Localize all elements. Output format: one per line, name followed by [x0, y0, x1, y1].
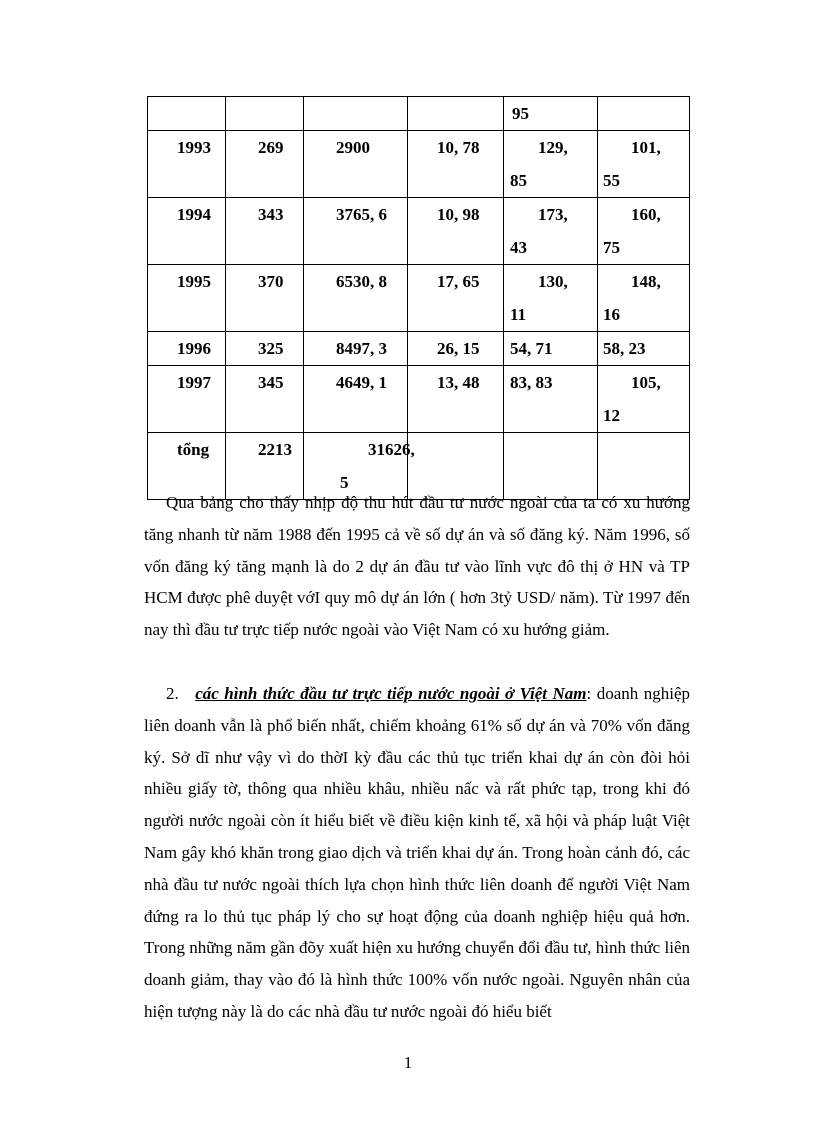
table-cell: 2213	[226, 433, 304, 500]
table-cell	[598, 198, 690, 265]
cell-text: 148,	[631, 272, 661, 291]
table-cell: 345	[226, 366, 304, 433]
table-cell: 370	[226, 265, 304, 332]
cell-text: 129,	[538, 138, 568, 157]
table-cell	[598, 97, 690, 131]
table-cell	[304, 97, 408, 131]
table-cell: 8497, 3	[304, 332, 408, 366]
table-row	[148, 366, 690, 433]
table-cell: 6530, 8	[304, 265, 408, 332]
cell-text: 12	[603, 406, 620, 425]
cell-text: 95	[512, 104, 529, 123]
table-cell	[598, 366, 690, 433]
table-cell	[408, 97, 504, 131]
table-cell: 325	[226, 332, 304, 366]
cell-text: 16	[603, 305, 620, 324]
cell-text: 160,	[631, 205, 661, 224]
table-cell	[598, 131, 690, 198]
cell-text: 105,	[631, 373, 661, 392]
table-row	[148, 131, 690, 198]
table-cell	[504, 131, 598, 198]
table-row	[148, 97, 690, 131]
cell-text: 11	[510, 305, 527, 324]
cell-text: 130,	[538, 272, 568, 291]
table-row	[148, 198, 690, 265]
table-cell: 2900	[304, 131, 408, 198]
table-cell: 3765, 6	[304, 198, 408, 265]
paragraph-text	[144, 678, 690, 1028]
cell-text: 75	[603, 238, 620, 257]
table-cell: 1997	[148, 366, 226, 433]
cell-text: 101,	[631, 138, 661, 157]
table-cell: 343	[226, 198, 304, 265]
table-cell: 269	[226, 131, 304, 198]
table-cell: 13, 48	[408, 366, 504, 433]
table-cell: 4649, 1	[304, 366, 408, 433]
table-cell: 26, 15	[408, 332, 504, 366]
table-cell: 1996	[148, 332, 226, 366]
table-row	[148, 265, 690, 332]
table-cell	[226, 97, 304, 131]
cell-text: 173,	[538, 205, 568, 224]
table-cell: 1994	[148, 198, 226, 265]
table-cell	[504, 97, 598, 131]
paragraph-text: Qua bảng cho thấy nhịp độ thu hút đầu tư nước ngoài của ta có xu hướng tăng nhanh từ năm 1988 đến 1995 cả về số dự án và số đăng ký. Năm 1996, số vốn đăng ký tăng mạnh là do 2 dự án đầu tư vào lĩnh vực đô thị ở HN và TP HCM được phê duyệt vớI quy mô dự án lớn ( hơn 3tỷ USD/ năm). Từ 1997 đến nay thì đầu tư trực tiếp nước ngoài vào Việt Nam có xu hướng giảm.	[144, 493, 690, 640]
list-number: 2.	[166, 684, 179, 703]
table-cell: 1993	[148, 131, 226, 198]
table-cell: tổng	[148, 433, 226, 500]
table-cell	[598, 265, 690, 332]
table-cell: 83, 83	[504, 366, 598, 433]
table-cell: 10, 78	[408, 131, 504, 198]
paragraph-forms	[144, 678, 690, 1028]
table-cell: 54, 71	[504, 332, 598, 366]
cell-text: 43	[510, 238, 527, 257]
cell-text: 85	[510, 171, 527, 190]
table-cell	[148, 97, 226, 131]
table-cell: 17, 65	[408, 265, 504, 332]
paragraph-analysis	[144, 487, 690, 646]
table-row	[148, 332, 690, 366]
table-cell: 10, 98	[408, 198, 504, 265]
table-cell: 58, 23	[598, 332, 690, 366]
section-heading: các hình thức đầu tư trực tiếp nước ngoài ở Việt Nam	[195, 684, 587, 703]
page-number: 1	[403, 1053, 413, 1072]
paragraph-body: : doanh nghiệp liên doanh vẫn là phổ biến nhất, chiếm khoảng 61% số dự án và 70% vốn đăng ký. Sở dĩ như vậy vì do thờI kỳ đầu các thủ tục triển khai dự án còn đòi hỏi nhiều giấy tờ, thông qua nhiều khâu, nhiều nấc và rất phức tạp, trong khi đó người nước ngoài còn ít hiểu biết về điều kiện kinh tế, xã hội và pháp luật Việt Nam gây khó khăn trong giao dịch và triển khai dự án. Trong hoàn cảnh đó, các nhà đầu tư nước ngoài thích lựa chọn hình thức liên doanh để người Việt Nam đứng ra lo thủ tục pháp lý cho sự hoạt động của doanh nghiệp hiệu quả hơn. Trong những năm gần đõy xuất hiện xu hướng chuyển đổi đầu tư, hình thức liên doanh giảm, thay vào đó là hình thức 100% vốn nước ngoài. Nguyên nhân của hiện tượng này là do các nhà đầu tư nước ngoài đó hiểu biết	[144, 684, 690, 1021]
cell-text: 31626,	[368, 440, 415, 459]
table-cell	[504, 265, 598, 332]
statistics-table	[147, 96, 690, 500]
cell-text: 55	[603, 171, 620, 190]
table-cell	[504, 198, 598, 265]
table-cell: 1995	[148, 265, 226, 332]
cell-text: 5	[340, 473, 349, 492]
